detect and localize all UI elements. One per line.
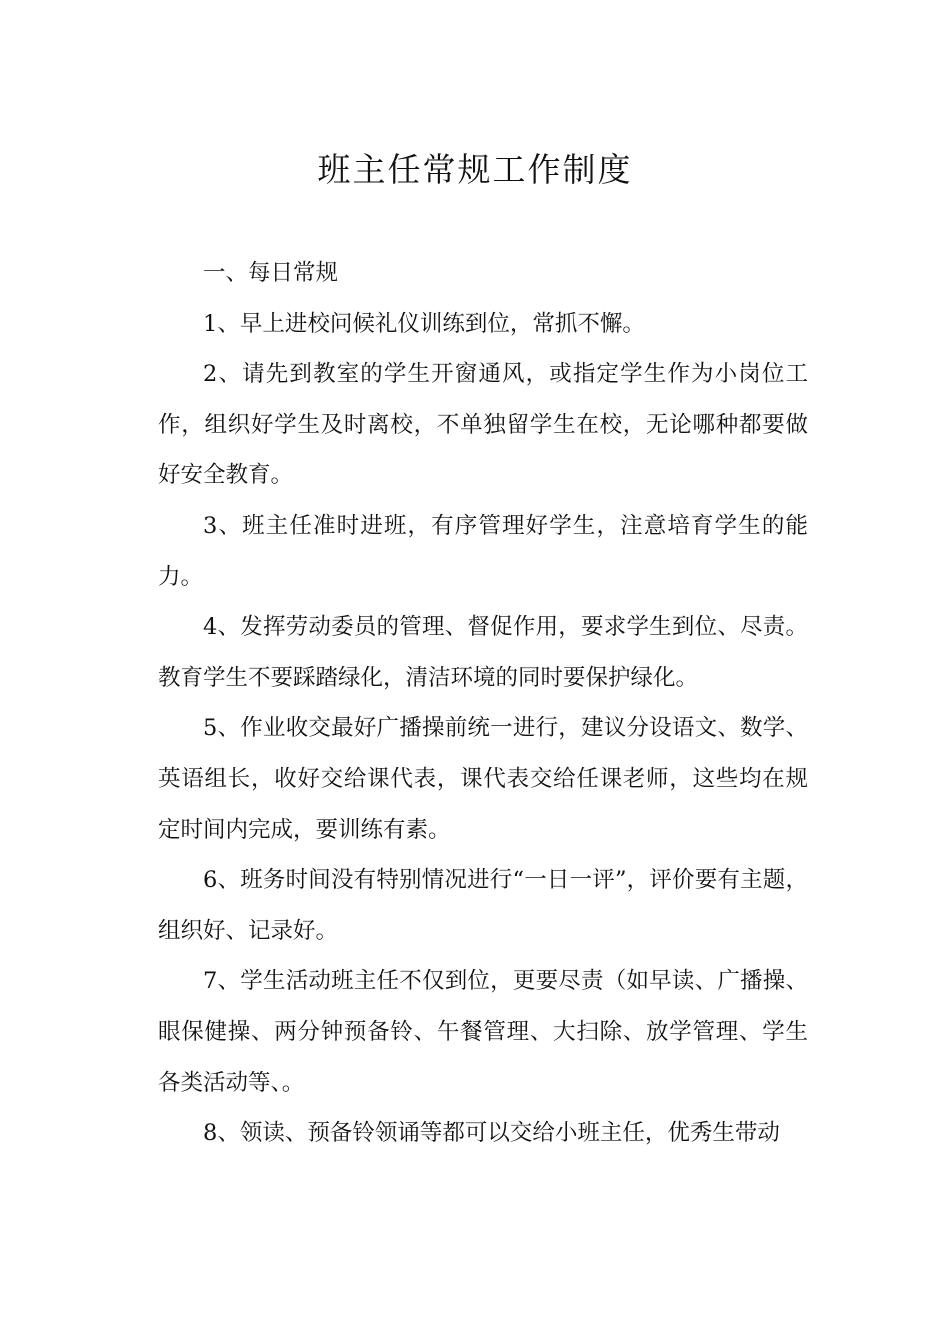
paragraph-item-4: 4、发挥劳动委员的管理、督促作用，要求学生到位、尽责。教育学生不要踩踏绿化，清洁环境的同时要保护绿化。 <box>158 614 808 691</box>
document-title: 班主任常规工作制度 <box>317 150 633 189</box>
paragraph-item-8: 8、领读、预备铃领诵等都可以交给小班主任，优秀生带动 <box>203 1120 780 1147</box>
paragraph-item-1: 1、早上进校问候礼仪训练到位，常抓不懈。 <box>203 310 645 337</box>
paragraph-item-2: 2、请先到教室的学生开窗通风，或指定学生作为小岗位工作，组织好学生及时离校，不单独留学生在校，无论哪种都要做好安全教育。 <box>158 361 808 489</box>
paragraph-item-3: 3、班主任准时进班，有序管理好学生，注意培育学生的能力。 <box>158 512 808 590</box>
paragraph-item-6: 6、班务时间没有特别情况进行“一日一评”，评价要有主题，组织好、记录好。 <box>158 867 808 944</box>
paragraph-item-5: 5、作业收交最好广播操前统一进行，建议分设语文、数学、英语组长，收好交给课代表，课代表交给任课老师，这些均在规定时间内完成，要训练有素。 <box>158 715 808 843</box>
section-heading: 一、每日常规 <box>203 260 339 286</box>
document-body <box>158 248 808 1159</box>
paragraph-item-7: 7、学生活动班主任不仅到位，更要尽责（如早读、广播操、眼保健操、两分钟预备铃、午餐管理、大扫除、放学管理、学生各类活动等、。 <box>158 968 808 1096</box>
